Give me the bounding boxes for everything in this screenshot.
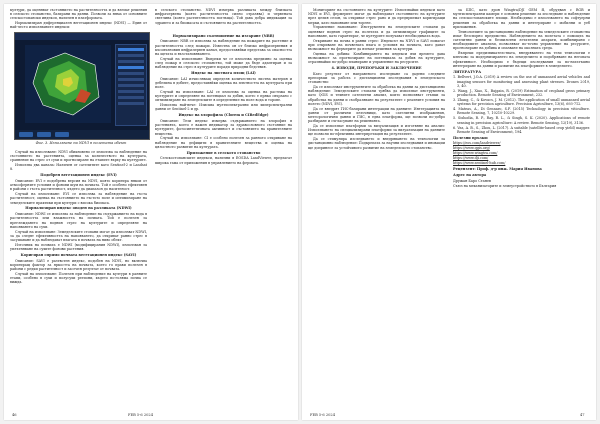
left-col1 <box>10 150 147 285</box>
paragraph: Нормализиран диференциален вегетационен индекс (NDVI) — Един от най-често използваните индекси <box>10 21 147 30</box>
right-page <box>302 4 596 420</box>
reference-item: 6. Vaz, A. B., S., Zhou, L. (2017). A suitable (satellite-based crop yield) mapper. Remote Sensing of Environment, 194. <box>453 125 590 134</box>
paragraph: Технологиите за дистанционно наблюдение на земеделските стопанства имат безспорно предимство. Наблюдението на полетата с помощта на сателитни данни и безпилотни летателни апарати, комбинирани с необходимите анализи, позволяват по-точно управление на ресурсите, прогнозиране на добива и опазване на околната среда. <box>453 29 590 51</box>
reference-item: 2. Wang, J., Xiao, X., Bajgain, R. (2019) Estimation of cropland gross primary production. Remote Sensing of Environment, 232. <box>453 88 590 98</box>
paragraph: Случай на използване: Въпреки че се използва предимно за оценка след пожар в селското стопанство, той може да бъде адаптиран и за наблюдение на стрес в културите поради природни бедствия. <box>155 56 292 70</box>
paragraph: Описание: SAVI е разтвотен индекс, подобен на NDVI, но включва коригиращ фактор за яркостта на почвата, което го прави полезен в райони с редки растителност и засечен резултат от почвата. <box>10 258 147 272</box>
right-col2 <box>453 8 590 188</box>
paragraph: Използва най-вече: Изисква мултиспектрални или хиперспектрални данни от Sentinel-2 и др. <box>155 103 292 112</box>
paragraph: Селскостопанските индекси, налични в EOSDA LandViewer, предлагат широка гама от приложения в управлението на фермата. <box>155 156 292 165</box>
paragraph: Случай на използване: Земеделските стопани могат да използват NDWI, за да следят ефективността на напояването, да откриват ранно стрес в засушаване и да наблюдават влагата в почвата на ниво обект. <box>10 229 147 243</box>
paragraph: Описание: EVI е подобрена версия на NDVI, която коригира някои от атмосферните условия и фонови шум на почвата. Той е особено ефективен в райони с гъста растителност, където да диапазон до наситеност. <box>10 179 147 192</box>
paragraph: за БПС, като дрон Wingtra/DJI GEM Я, обрудван с RGB и мултиспектрални камери е основни решение за изследване и наблюдение на селскостопанските площи. Необходимо е използването на софтуерни решения за обработка на данни и интегриране с мобилни и уеб приложения. <box>453 8 590 29</box>
reference-item: 4. Mateas, A., Di Gennaro, S.F. (2015) Technology in precision viticulture. Remote Sensing, 7, 10210-10229. <box>453 107 590 116</box>
reference-link[interactable]: https://www.sentinel-hub.com/ <box>453 161 506 166</box>
paragraph: Откриване на почва в ранни стрес: Индексът на NDVI и SAVI помагат при откриване на почвената влага и условия на почвата, като дават възможност на фермерите да вземат решения за култури. <box>308 38 445 52</box>
paragraph: Описание: Тези индекс измерва съдържанието на хлорофил в растенията, което е важен индикатор за здравословното състояние на културите, фотосинтетичната активност и състоянието на хранителните вещества. <box>155 119 292 136</box>
figure-toolbar <box>15 33 149 40</box>
figure-ndvi-screenshot <box>14 32 150 140</box>
paragraph: Мониторинг на състоянието на културите: Използвайки индекси като NDVI и EVI, фермерите могат да наблюдават състоянието на културите през целия сезон, за откриват стрес рано и да предприемат коригиращи мерки, като напояване или торене. <box>308 8 445 25</box>
reference-link[interactable]: https://eos.com/landviewer/ <box>453 141 501 146</box>
reference-item: 1. Bellvert, J.O.A. (2019) A review on the use of unmanned aerial vehicles and imaging sensors for monitoring and assessing plant stresses. Drones 2019, 3, 40. <box>453 75 590 88</box>
paragraph: Да се използват платформи за визуализация и изготвяне на анализ: Използването на специализирани платформи за визуализация на данните ще позволи по-ефективна интерпретация на резултатите. <box>308 124 445 137</box>
section-heading: Рецензент: Проф. д-р инж. Мария Иванова <box>453 167 542 172</box>
left-col2 <box>155 32 292 165</box>
paragraph: Оценка на добива: Комбинирането на индекси във времето дава възможност за прогнозиране на потенциала за добив на културите, отразявайки по-добро планиране и управление на ресурсите. <box>308 51 445 65</box>
paragraph: култури, да оценяват състоянието на растителността и да вземат решения в селското стопанство, базирани на данни. Позволи за няма от основните селскостопански индекси, наличен в платформата. <box>10 8 147 21</box>
page-number-right: 47 <box>580 413 585 417</box>
paragraph: Използва два канала: Наличен от сателитите като Sentinel-2 и Landsat 8. <box>10 163 147 172</box>
section-heading: Индекс на листната площ (LAI) <box>191 71 256 75</box>
paragraph: в селското стопанство. NDVI измерва разликата между близката инфрачервена (която растителността силно отразява) и червената светлина (която растителността поглъща). Той дава добра индикация за здравето и за биомасата и състоянието на растителността. <box>155 8 292 25</box>
reference-link[interactable]: https://www.qgis.org/ <box>453 146 490 151</box>
paragraph: Случай на използване: EVI се използва за наблюдение на гъста растителност, оценка на състоянието на гъстото поле и оптимизиране на земеделските практики при култури с висока биомаса. <box>10 192 147 205</box>
paragraph: Съюз на механизаторите и земеустройството в България <box>453 183 557 188</box>
paragraph: Случай на използване: NDVI обикновено се използва за наблюдение на състоянието на растенията, оценка за количеството на културата, сравнение на стрес от сухи и прогнозиране на етапите върху на културите. <box>10 150 147 163</box>
paragraph: Случай на използване: LAI се използва за оценка на растежа на културите и определяне на потенциал за добив, което е пряко свързано с оптимизиране на земеделските в определение на поле вода и торове. <box>155 90 292 103</box>
section-heading: Нормализиран индекс оводен на разликата (NDWI) <box>25 206 132 211</box>
left-col1-top <box>10 8 147 30</box>
section-heading: Подобрен вегетационен индекс (EVI) <box>40 173 117 178</box>
section-heading: Коригиран спрямо почвата вегетационен индекс (SAVI) <box>20 252 137 257</box>
paragraph: Случай на използване: CI е особено полезен за ранното откриване на наблюдение на дефицити в хранителните вещества и оценка на цялостното развитие на културата. <box>155 136 292 149</box>
reference-link[interactable]: https://www.wingtra.com/ <box>453 151 498 156</box>
paragraph: Дружан Баро Станев <box>453 178 491 183</box>
section-heading: 4. ИЗВОДИ, ПРЕПОРЪКИ И ЗАКЛЮЧЕНИЕ <box>331 66 422 71</box>
paragraph: Въпреки предизвикателствата, внедряването на тези технологии е ключово за модернизирането на земеделието и подобряване на неговата ефективност. Необходимо е бъдещи изследвания за по-нататъшно интегриране на данни и развитие на платформите в земеделието. <box>453 51 590 68</box>
right-col1 <box>308 8 445 150</box>
paragraph: Да се стимулира изследването и внедряването на технологии за дистанционно наблюдение: Подкрепата за научни изследвания и иновации ще допринесе за устойчивото развитие на земеделското стопанство. <box>308 137 445 150</box>
paragraph: Да се внедрят ГИС-базирани интеграции на данните: Интеграцията на данни от различни източници, като сателитни изображения, метеорологични данни и ГИС, в една платформа, ще позволи по-добро разбиране и съгласуване на решенията. <box>308 106 445 124</box>
section-heading: Индекс на хлорофила (Clorem и CIRedEdge) <box>178 113 269 118</box>
figure-map <box>25 45 111 123</box>
paragraph: Управление напояване: Инструменти на земеделските стопани да оценяват водния стрес на полетата и да оптимизират графиците за напояване, като гарантират, че културите получават необходимата вода. <box>308 25 445 38</box>
paragraph: Да се използват инструментите за обработка на данни за дистанционно наблюдение: Земеделските стопани трябва да използват инструменти, като QGIS и техните сателитни анализ, които позволяват стъпки за обработка на данни и съобразяване на резултатите с реалните условия на полето (NDVI, EVI). <box>308 85 445 106</box>
left-col2-top <box>155 8 292 25</box>
section-heading: ЛИТЕРАТУРА <box>453 69 482 74</box>
reference-item: 3. Zhang, C., & Kovacs, J. M. (2012). The application of small unmanned aerial systems for precision agriculture. Precision Agriculture, 13(6), 693-712. <box>453 98 590 107</box>
journal-footer: FEB 5-6 2024 <box>310 413 335 417</box>
reference-item: 5. Sishodia, R. P., Ray, R. L., & Singh, S. K. (2020). Applications of remote sensing in precision agriculture: A review. Remote Sensing, 12(19), 3136. <box>453 116 590 125</box>
paragraph: Описание: NDWI се използва за наблюдение на съдържанието на вода в растителността или влажността на почвата. Той е полезен за преглеждането на водния стрес на културите и определяне на напояването на сухи. <box>10 212 147 229</box>
paragraph: Като резултат от направеното изследване са дадени следните препоръки за работа с дистанционни изследвания в земеделското стопанство: <box>308 71 445 85</box>
page-number-left: 46 <box>12 413 17 417</box>
figure-status-bar <box>15 130 149 139</box>
section-heading: Нормализирано съотношение на изгаряне (NBR) <box>172 33 275 38</box>
paragraph: Описание: NBR се използва за наблюдение на пожарите на растение и растителността след пожари. Известна он от близко инфрачервения и късовълновия инфрачервен канал, предоставяйки представа за опасността на щетата и възстановяването. <box>155 39 292 56</box>
paragraph: Описание: LAI изчисляващ определя количеството листна материя и дебелина в добите, предоставяйки оценка на плътността на културата при поле. <box>155 76 292 90</box>
figure-caption: Фиг. 3. Използване на NDVI в полетата обект <box>35 141 127 145</box>
section-heading: Адрес на автора <box>453 173 487 178</box>
left-page <box>4 4 298 420</box>
reference-link[interactable]: https://www.dji.com/ <box>453 156 489 161</box>
section-heading: Полезни връзки: <box>453 135 489 140</box>
paragraph: Случай на използване: Полезен при наблюдение на култури в ранните етапи, особено в сухи и полусухи региони, където по-голяма почва се вижда. <box>10 271 147 285</box>
paragraph: Източник на почвата е NDWI (модифицирания NDWI), използван за уплътняване на сухите фонови растения. <box>10 242 147 252</box>
figure-side-panel <box>115 44 147 126</box>
section-heading: Приложение в селското стопанство <box>186 150 261 155</box>
journal-footer: FEB 5-6 2024 <box>128 413 153 417</box>
